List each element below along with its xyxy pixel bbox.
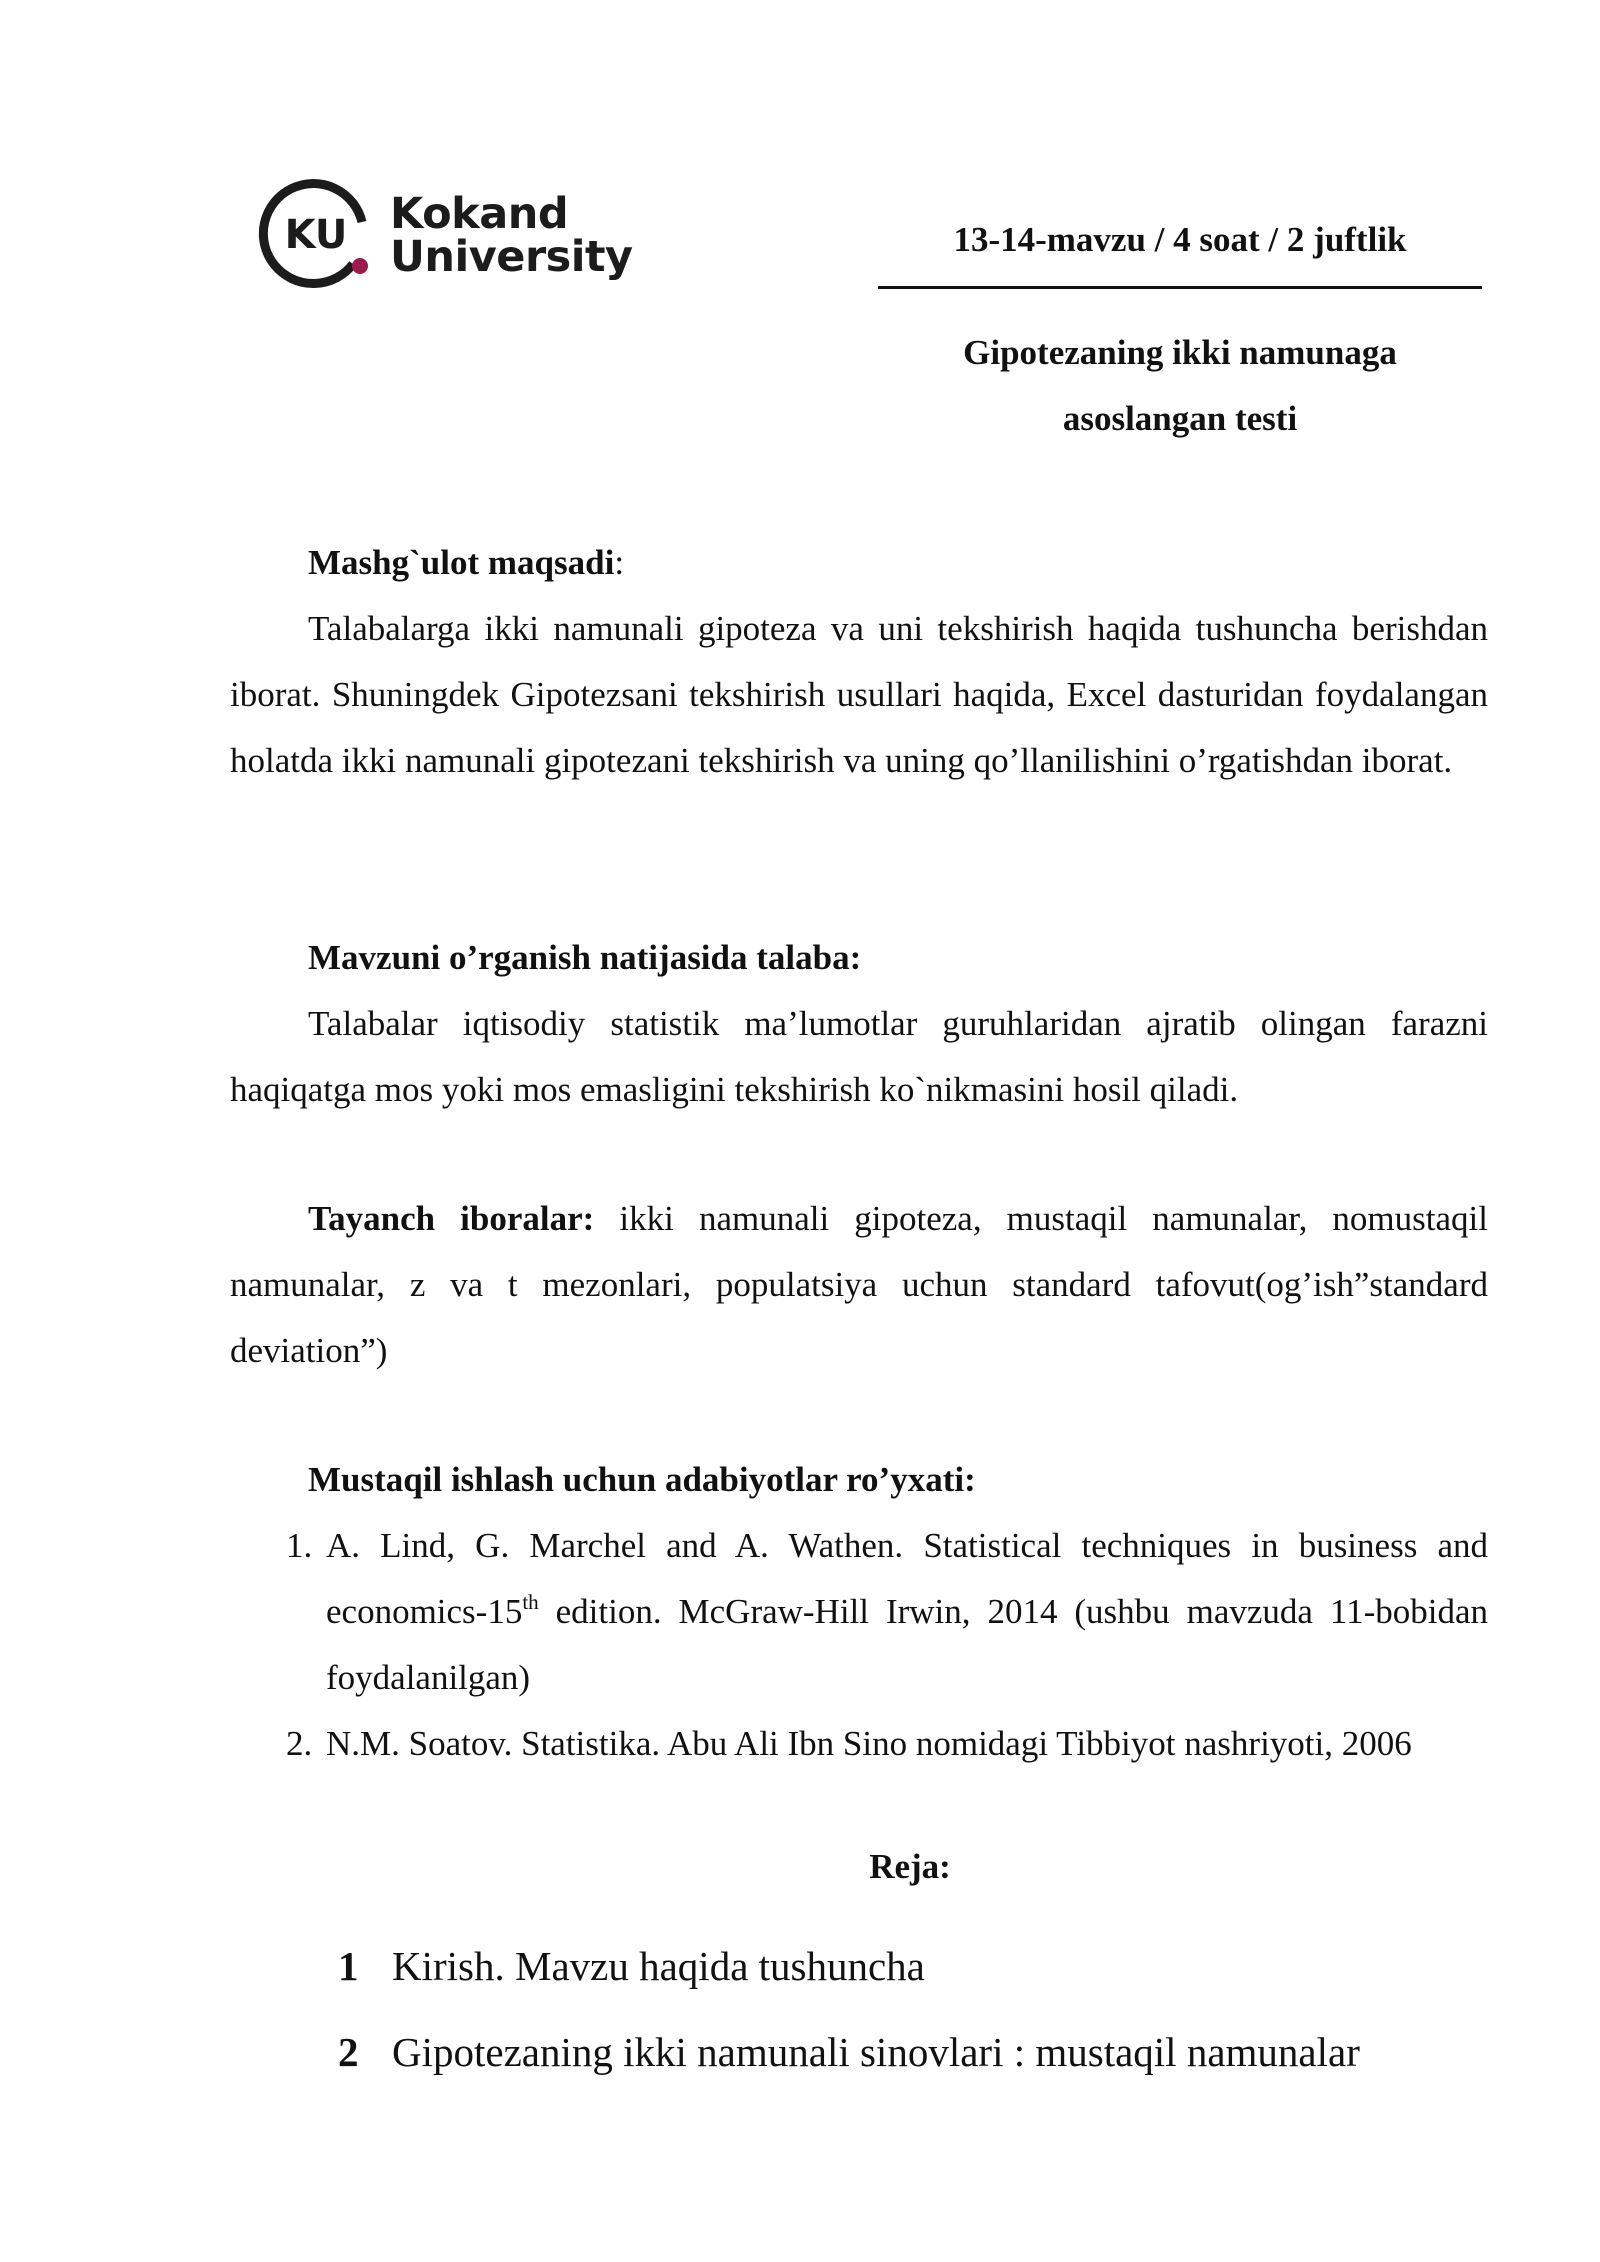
topic-title-line1: Gipotezaning ikki namunaga <box>963 333 1397 372</box>
keywords-paragraph <box>230 1186 1488 1384</box>
literature-item-text: A. Lind, G. Marchel and A. Wathen. Statistical techniques in business and economics-15 <box>326 1526 1488 1631</box>
section-literature <box>230 1447 1488 1777</box>
plan-title: Reja: <box>869 1847 951 1886</box>
topic-divider <box>878 286 1482 289</box>
literature-item <box>230 1513 1488 1711</box>
logo-wordmark-line1: Kokand <box>390 189 569 239</box>
goal-heading-text: Mashg`ulot maqsadi <box>308 543 615 582</box>
topic-title-line2: asoslangan testi <box>1062 399 1298 438</box>
plan-item <box>338 1936 925 1996</box>
ku-logo-mark <box>258 176 378 296</box>
goal-text: Talabalarga ikki namunali gipoteza va uni tekshirish haqida tushuncha berishdan iborat. Shuningdek Gipotezsani tekshirish usullari haqida, Excel dasturidan foydalangan holatda ikki namunali gipotezani tekshirish va uning qo’llanilishini o’rgatishdan iborat. <box>230 609 1488 780</box>
plan-item-text: Kirish. Mavzu haqida tushuncha <box>392 1943 925 1989</box>
section-keywords <box>230 1186 1488 1384</box>
section-goal <box>230 530 1488 794</box>
logo-mark-text: KU <box>284 212 348 258</box>
goal-heading-colon: : <box>614 543 625 582</box>
literature-item <box>230 1711 1488 1777</box>
keywords-label: Tayanch iboralar: <box>308 1199 595 1238</box>
literature-item-superscript: th <box>522 1590 539 1614</box>
literature-item-number: 1. <box>286 1526 313 1565</box>
literature-item-text-cont: edition. McGraw-Hill Irwin, 2014 (ushbu mavzuda 11-bobidan foydalanilgan) <box>326 1592 1488 1697</box>
literature-item-text: N.M. Soatov. Statistika. Abu Ali Ibn Sino nomidagi Tibbiyot nashriyoti, 2006 <box>326 1724 1412 1763</box>
topic-title <box>880 320 1480 452</box>
plan-item <box>338 2022 1360 2082</box>
plan-item-text: Gipotezaning ikki namunali sinovlari : mustaqil namunalar <box>392 2029 1360 2075</box>
outcome-heading: Mavzuni o’rganish natijasida talaba: <box>308 938 862 977</box>
logo-accent-dot <box>352 258 368 274</box>
keywords-text: ikki namunali gipoteza, mustaqil namunalar, nomustaqil namunalar, z va t mezonlari, populatsiya uchun standard tafovut(og’ish”standard deviation”) <box>230 1199 1488 1370</box>
university-logo <box>258 176 638 296</box>
plan-item-number: 1 <box>338 1943 359 1989</box>
section-outcome <box>230 925 1488 1123</box>
outcome-text: Talabalar iqtisodiy statistik ma’lumotlar guruhlaridan ajratib olingan farazni haqiqatga mos yoki mos emasligini tekshirish ko`nikmasini hosil qiladi. <box>230 1004 1488 1109</box>
goal-heading <box>230 530 1488 596</box>
plan-item-number: 2 <box>338 2029 359 2075</box>
literature-heading: Mustaqil ishlash uchun adabiyotlar ro’yxati: <box>308 1460 976 1499</box>
literature-item-number: 2. <box>286 1724 313 1763</box>
literature-list <box>230 1513 1488 1777</box>
logo-wordmark-line2: University <box>390 232 633 282</box>
topic-meta: 13-14-mavzu / 4 soat / 2 juftlik <box>953 220 1407 259</box>
